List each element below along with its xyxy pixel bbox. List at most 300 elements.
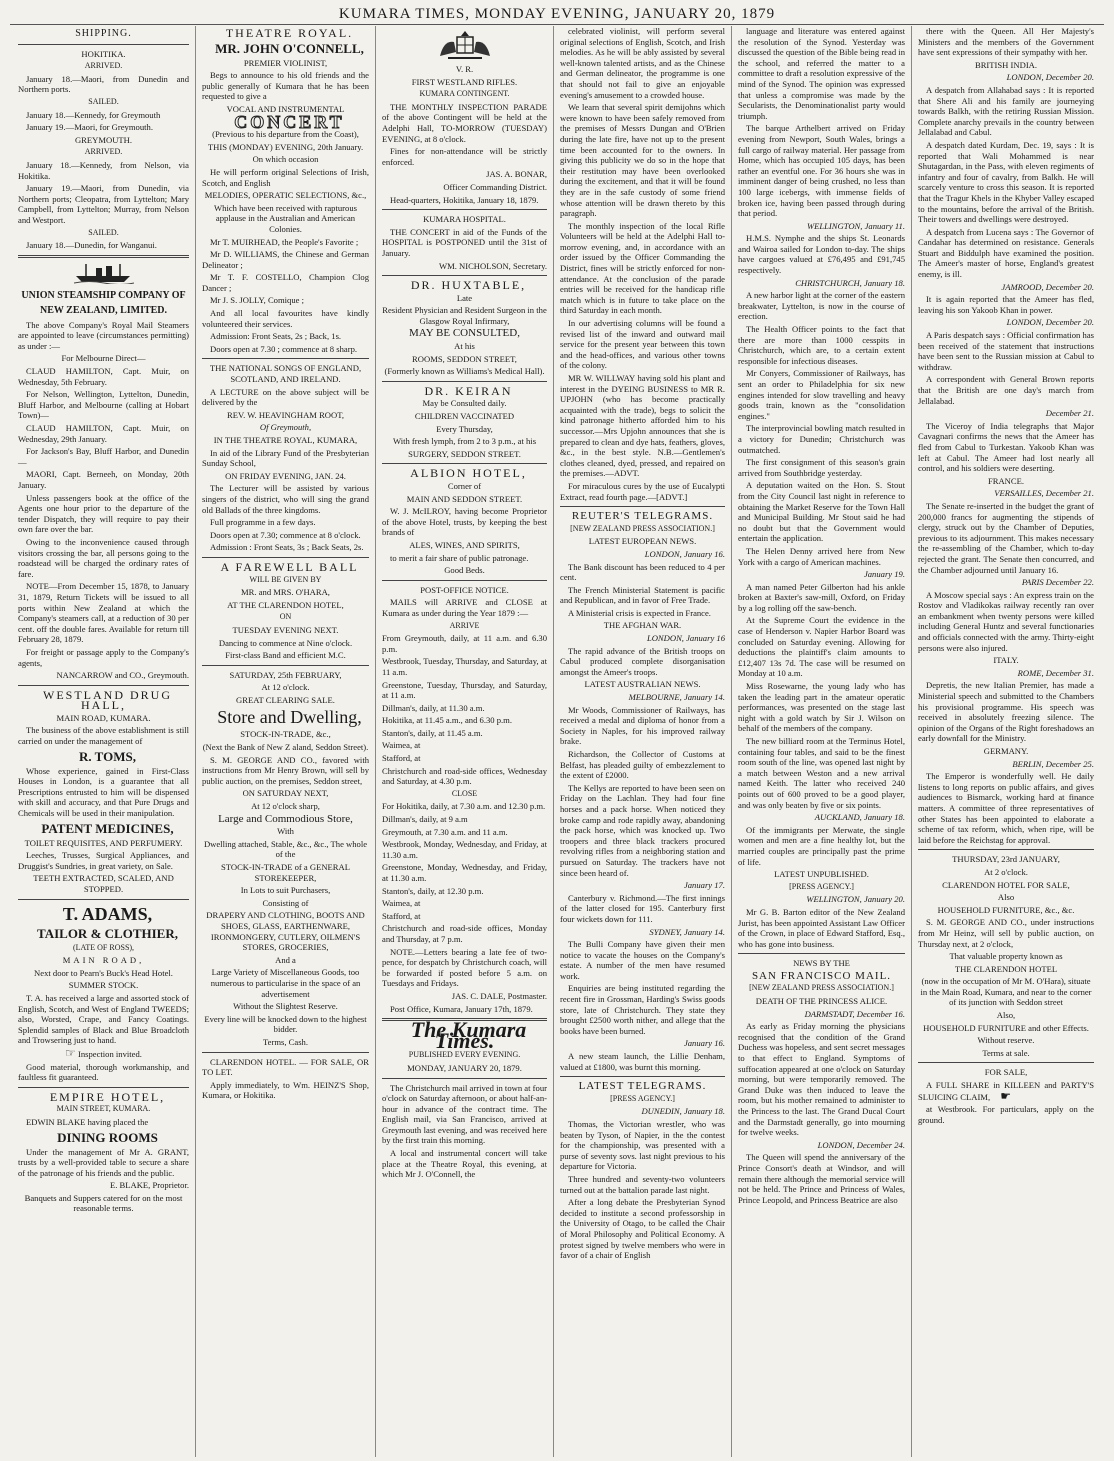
sale-text: HOUSEHOLD FURNITURE and other Effects. (923, 1022, 1089, 1033)
news-paragraph: We learn that several spirit demijohns which were known to have been safely removed from the premises of Messrs Dungan and O'Brien during the late fire, have not up to the present time been accounted for to the owners. In giving this publicity we do so in the hope that their restitution may have been overlooked during the excitement, and that it will be found they are in the safe custody of some friend whose attention will be drawn thereto by this paragraph. (560, 102, 725, 219)
issue-date: MONDAY, JANUARY 20, 1879. (407, 1062, 522, 1073)
dateline: ROME, December 31. (1017, 667, 1094, 678)
dateline: MELBOURNE, January 14. (628, 692, 725, 703)
sale-text: CLARENDON HOTEL FOR SALE, (942, 879, 1070, 890)
australian-heading: LATEST AUSTRALIAN NEWS. (584, 679, 701, 690)
albion-text: W. J. McILROY, having become Proprietor of the above Hotel, trusts, by keeping the best brands of (382, 506, 547, 538)
george-text: S. M. GEORGE AND CO., favored with instructions from Mr Henry Brown, will sell by public auction, on the premises, Seddon street, (202, 754, 369, 786)
stock-text: (Next the Bank of New Z aland, Seddon Street). (202, 742, 369, 753)
divider (18, 899, 189, 900)
good-text: Good material, thorough workmanship, and faultless fit guaranteed. (18, 1061, 189, 1083)
news-paragraph: A man named Peter Gilberton had his ankle broken at Baxter's saw-mill, Oxford, on Friday by a log rolling off the saw-bench. (738, 581, 905, 613)
editorial-text: The Christchurch mail arrived in town at four o'clock on Saturday afternoon, or about half-an-hour in advance of the contract time. The English mail, via San Francisco, arrived at Greymouth last evening, and was received here by the first train this morning. (382, 1082, 548, 1146)
mainroad-text: MAIN ROAD, (62, 955, 145, 966)
close-line: Westbrook, Monday, Wednesday, and Friday, at 11.30 a.m. (382, 839, 547, 860)
france-heading: FRANCE. (987, 475, 1025, 486)
sale-text: THE CLARENDON HOTEL (954, 963, 1058, 974)
farewell-text: Dancing to commence at Nine o'clock. (218, 637, 353, 648)
sale-text: Every line will be knocked down to the highest bidder. (204, 1013, 367, 1035)
columns (12, 26, 1104, 1457)
union-text: CLAUD HAMILTON, Capt. Muir, on Wednesday, 29th January. (18, 423, 189, 444)
germany-heading: GERMANY. (983, 746, 1029, 756)
sf-heading-2: SAN FRANCISCO MAIL. (751, 969, 892, 982)
news-paragraph: Canterbury v. Richmond.—The first innings of the latter closed for 195. Canterbury first four wickets down for 111. (560, 892, 725, 924)
sale-text: Dwelling attached, Stable, &c., &c., The whole of the (203, 838, 368, 860)
news-paragraph: The barque Arthelbert arrived on Friday evening from Newport, South Wales, brings a full cargo of railway material. Her passage from Home, which has occupied 105 days, has been rather an eventful one. For 36 hours she was in imminent danger of being crushed, no less than 100 large icebergs, with immense fields of broken ice, having been passed through during that period. (738, 123, 905, 219)
empire-address: MAIN STREET, KUMARA. (56, 1104, 151, 1114)
farewell-text: First-class Band and efficient M.C. (225, 650, 346, 661)
concert-text: Doors open at 7.30 ; commence at 8 sharp. (210, 343, 358, 354)
huxtable-text: Late (456, 292, 473, 303)
sale-text: Large and Commodious Store, (218, 812, 353, 825)
divider (18, 255, 189, 258)
sale-text: At 12 o'clock sharp, (251, 801, 320, 812)
sale-text: At 2 o'clock. (984, 866, 1028, 877)
dateline: LONDON, January 16 (646, 633, 725, 644)
union-text: For Melbourne Direct— (61, 353, 146, 364)
news-paragraph: there with the Queen. All Her Majesty's Ministers and the members of the Government have sent expressions of their sympathy with her. (918, 26, 1094, 58)
news-paragraph: The Emperor is wonderfully well. He daily listens to long reports on public affairs, and gives audiences to Bismarck, working hard at finance matters. A committee of three representatives of other States has been appointed to elaborate a scheme of tax reform, which, when ripe, will be laid before the Reichstag for approval. (918, 771, 1094, 845)
divider (382, 209, 547, 210)
sale-text: Without the Slightest Reserve. (233, 1001, 338, 1012)
sale-text: And a (275, 954, 296, 965)
paper-title: The Kumara Times. (410, 1017, 527, 1053)
concert-heading: CONCERT (234, 111, 345, 132)
news-paragraph: The new billiard room at the Terminus Hotel, containing four tables, and said to be the finest room south of the line, was opened last night by a match between Weston and a new arrival named Keith. The latter who received 240 points out of 600 proved to be a good player, and was only beaten by five or six points. (738, 736, 905, 810)
shipping-heading: SHIPPING. (75, 28, 132, 39)
union-title: UNION STEAMSHIP COMPANY OF NEW ZEALAND, LIMITED. (21, 289, 186, 316)
empire-text: EDWIN BLAKE having placed the (26, 1116, 149, 1127)
blake-sign: E. BLAKE, Proprietor. (109, 1180, 189, 1191)
sale-text: Large Variety of Miscellaneous Goods, too numerous to particularise in the space of an advertisement (210, 967, 361, 999)
divider (202, 1052, 369, 1053)
clarendon-text: CLARENDON HOTEL. — FOR SALE, OR TO LET. (202, 1056, 369, 1078)
masthead (10, 4, 1104, 25)
column-3 (376, 26, 554, 1457)
dateline: January 16. (683, 1038, 725, 1049)
close-line: Greymouth, at 7.30 a.m. and 11 a.m. (382, 826, 508, 837)
lecture-text: Of Greymouth, (259, 422, 312, 433)
news-paragraph: It is again reported that the Ameer has fled, leaving his son Yakoob Khan in power. (918, 294, 1094, 315)
news-paragraph: The Queen will spend the anniversary of the Prince Consort's death at Windsor, and will remain there although the memorial service will not be held. The Prince and Princess of Wales, Prince Leopold, and Princess Beatrice are also (738, 1152, 905, 1205)
royal-crest-icon (382, 28, 547, 62)
shipping-entry: January 19.—Maori, for Greymouth. (26, 122, 153, 133)
farewell-text: AT THE CLARENDON HOTEL, (227, 599, 344, 610)
rifles-sub: KUMARA CONTINGENT. (419, 89, 510, 99)
farewell-text: ON (279, 612, 292, 622)
vr-text: V. R. (455, 64, 474, 74)
adams-name: T. ADAMS, (62, 903, 153, 924)
union-text: Unless passengers book at the office of the Agents one hour prior to the departure of the tender Dispatch, they will require to pay their own fare over the bar. (18, 492, 189, 535)
concert-text: (Previous to his departure from the Coast), (212, 129, 359, 140)
dateline: LONDON, December 20. (1006, 317, 1094, 328)
sale-text: Terms at sale. (982, 1047, 1030, 1058)
post-date: Post Office, Kumara, January 17th, 1879. (390, 1003, 533, 1014)
news-paragraph: A despatch from Allahabad says : It is reported that Shere Ali and his family are journeying towards Balkh, with the retiring Russian Mission. Complete anarchy prevails in the country between Jellalabad and Cabul. (918, 84, 1094, 138)
sf-heading-1: NEWS BY THE (793, 958, 850, 969)
empire-title: EMPIRE HOTEL, (49, 1089, 166, 1104)
india-heading: BRITISH INDIA. (974, 59, 1038, 70)
hokitika-heading: HOKITIKA. (81, 48, 126, 59)
divider (560, 506, 725, 507)
concert-text: Which have been received with rapturous applause in the Australian and American Colonies. (214, 202, 357, 234)
news-paragraph: Richardson, the Collector of Customs at Belfast, has pleaded guilty of embezzlement to the extent of £2000. (560, 749, 725, 781)
inspection-text (18, 1045, 189, 1060)
masthead-title: KUMARA TIMES, MONDAY EVENING, JANUARY 20, 1879 (338, 6, 776, 22)
hospital-heading: KUMARA HOSPITAL. (423, 214, 506, 225)
concert-text: He will perform original Selections of Irish, Scotch, and English (202, 166, 369, 188)
arrival-line: Dillman's, daily, at 11.30 a.m. (382, 702, 485, 713)
steamship-icon (18, 262, 189, 284)
songs-heading: THE NATIONAL SONGS OF ENGLAND, SCOTLAND, AND IRELAND. (209, 363, 362, 385)
sale-text: HOUSEHOLD FURNITURE, &c., &c. (937, 904, 1075, 915)
column-6 (912, 26, 1100, 1457)
divider (382, 1078, 547, 1079)
post-heading: POST-OFFICE NOTICE. (420, 584, 509, 595)
news-paragraph: A new harbor light at the corner of the eastern breakwater, Lyttelton, is now in the course of erection. (738, 290, 905, 322)
news-paragraph: The Bank discount has been reduced to 4 per cent. (560, 561, 725, 583)
sale-text: (now in the occupation of Mr M. O'Hara), situate in the Main Road, Kumara, and near to the corner of its junction with Seddon street (920, 976, 1092, 1008)
arrival-line: Greenstone, Tuesday, Thursday, and Saturday, at 11 a.m. (382, 679, 547, 701)
news-paragraph: MR W. WILLWAY having sold his plant and interest in the DYEING BUSINESS to MR R. UPJOHN (who has become practically acquainted with the trade), begs to solicit the kind patronage hitherto afforded him to his successor.—Mrs Upjohn announces that she is prepared to clean and dye hats, feathers, gloves, &c., in the best style. N.B.—Gentlemen's clothes cleaned, dyed, pressed, and repaired on the premises.—ADVT. (560, 373, 725, 479)
sale-text: STOCK-IN-TRADE of a GENERAL STOREKEEPER, (221, 862, 350, 883)
arrived-label: ARRIVED. (84, 147, 123, 157)
news-paragraph: The Senate re-inserted in the budget the grant of 200,000 francs for augmenting the stipends of clergy, struck out by the Chamber of Deputies, previous to its adjournment. This makes necessary the re-assembling of the Chamber, which to-day rejected the grant. The Senate then concurred, and the Chamber adjourned until January 16. (918, 500, 1094, 575)
patent-heading: PATENT MEDICINES, (41, 820, 174, 836)
rtoms-name: R. TOMS, (79, 748, 136, 764)
union-text: NOTE—From December 15, 1878, to January 31, 1879, Return Tickets will be issued to all ports within New Zealand at which the Company's steamers call, at a reduction of 30 per cent. off the double fares. Available for return till February 28, 1879. (18, 581, 189, 645)
close-line: Stafford, at (382, 910, 421, 921)
concert-text: MELODIES, OPERATIC SELECTIONS, &c., (204, 190, 367, 201)
dateline: SYDNEY, January 14. (649, 926, 725, 937)
keiran-title: DR. KEIRAN (424, 383, 513, 398)
sale-text: THURSDAY, 23rd JANUARY, (952, 854, 1060, 865)
dateline: PARIS December 22. (1021, 577, 1094, 588)
shipping-entry: January 18.—Kennedy, from Nelson, via Hokitika. (18, 159, 189, 181)
albion-text: Good Beds. (444, 565, 485, 576)
news-paragraph: Mr Conyers, Commissioner of Railways, has sent an order to Philadelphia for six new engines intended for slow travelling and heavy goods train, known as the "consolidation engines." (738, 368, 905, 421)
union-text: For Nelson, Wellington, Lyttelton, Dunedin, Bluff Harbor, and Melbourne (calling at Hobart Town)— (18, 389, 189, 421)
farewell-title: A FAREWELL BALL (220, 559, 359, 574)
union-text: For freight or passage apply to the Company's agents, (18, 646, 189, 668)
divider (382, 463, 547, 464)
news-paragraph: After a long debate the Presbyterian Synod decided to institute a second professorship in the University of Otago, to be called the Chair of Moral Philosophy and Political Economy. A protest signed by twelve members who were in favor of a chair of English (560, 1197, 725, 1261)
union-text: The above Company's Royal Mail Steamers are appointed to leave (circumstances permitting) as under :— (18, 319, 189, 351)
news-paragraph: A Moscow special says : An express train on the Rostov and Vladikokas railway recently ran over an embankment when twenty persons were killed including General Huntz and several functionaries and officials connected with the army. Thirty-eight persons were also injured. (918, 589, 1094, 653)
press-label: [PRESS AGENCY.] (789, 881, 854, 891)
news-paragraph: A correspondent with General Brown reports that the British are one day's march from Jellalabad. (918, 374, 1094, 406)
farewell-text: WILL BE GIVEN BY (249, 574, 322, 584)
telegrams-heading: LATEST TELEGRAMS. (578, 1080, 707, 1093)
editorial-text: A local and instrumental concert will take place at the Theatre Royal, this evening, at which Mr J. O'Connell, the (382, 1148, 547, 1180)
sale-text: Terms, Cash. (263, 1036, 308, 1047)
close-line: Christchurch and road-side offices, Monday and Thursday, at 7 p.m. (382, 923, 547, 944)
news-paragraph: A despatch dated Kurdam, Dec. 19, says : It is reported that Wali Mohammed is near Shutagardan, in the Pass, with eleven regiments of infantry and four of cavalry, from Balkh. He will scarcely venture to cross this season. It is reported that the Tragur Khels in the Khyber Valley escaped to the mountains, before the arrival of the British. Their towers and dwellings were destroyed. (918, 139, 1094, 225)
concert-text: Begs to announce to his old friends and the public generally of Kumara that he has been requested to give a (202, 70, 369, 102)
dateline: DARMSTADT, December 16. (804, 1008, 905, 1019)
news-paragraph: The rapid advance of the British troops on Cabul produced complete disorganisation amongst the Ameer's troops. (560, 645, 725, 677)
news-paragraph: The Helen Denny arrived here from New York with a cargo of American machines. (738, 545, 905, 567)
divider (918, 1062, 1094, 1063)
dateline: January 19. (863, 569, 905, 580)
sale-text: ON SATURDAY NEXT, (242, 788, 329, 799)
shipping-entry: January 18.—Dunedin, for Wanganui. (26, 240, 157, 251)
huxtable-text: Resident Physician and Resident Surgeon in the Glasgow Royal Infirmary, (382, 305, 547, 326)
arrival-line: Waimea, at (382, 740, 421, 751)
dining-heading: DINING ROOMS (57, 1129, 158, 1145)
share-text (918, 1080, 1094, 1102)
news-paragraph: Of the immigrants per Merwate, the single women and men are a fine healthy lot, but the married couples are principally past the prime of life. (738, 824, 905, 867)
clearing-heading: GREAT CLEARING SALE. (236, 694, 335, 705)
dateline: BERLIN, December 25. (1012, 758, 1094, 769)
news-paragraph: A Ministerial crisis is expected in France. (568, 607, 711, 618)
dateline: WELLINGTON, January 20. (806, 894, 905, 905)
westland-text: The business of the above establishment is still carried on under the management of (18, 725, 189, 747)
sale-date: SATURDAY, 25th FEBRUARY, (229, 669, 342, 680)
shipping-entry: January 19.—Maori, from Dunedin, via Northern ports; Cleopatra, from Lyttelton; Mary Campbell, from Lyttelton; Murray, from Nelson and Westport. (18, 183, 189, 225)
arrival-line: Stafford, at (382, 753, 421, 764)
lecture-text: Doors open at 7.30; commence at 8 o'clock. (210, 529, 361, 540)
huxtable-text: (Formerly known as Williams's Medical Hall). (384, 366, 545, 377)
keiran-text: With fresh lymph, from 2 to 3 p.m., at his (392, 436, 537, 447)
divider (202, 665, 369, 666)
union-text: Owing to the inconvenience caused through visitors crossing the bar, all persons going to the roadstead will be charged the ordinary rates of fare. (18, 536, 189, 579)
unpublished-heading: LATEST UNPUBLISHED. (774, 869, 869, 880)
sale-text: Also (997, 892, 1015, 903)
share-label: A FULL SHARE in KILLEEN and PARTY'S SLUICING CLAIM, (918, 1080, 1094, 1102)
pointing-hand-icon: ☛ (1000, 1088, 1012, 1103)
keiran-text: May be Consulted daily. (422, 398, 507, 409)
rifles-text: Fines for non-attendance will be strictly enforced. (382, 146, 547, 167)
teeth-text: TEETH EXTRACTED, SCALED, AND STOPPED. (33, 873, 174, 894)
oconnell-name: MR. JOHN O'CONNELL, (215, 40, 364, 56)
european-heading: LATEST EUROPEAN NEWS. (588, 536, 697, 547)
lecture-text: IN THE THEATRE ROYAL, KUMARA, (213, 435, 358, 445)
news-paragraph: In our advertising columns will be found a revised list of the inward and outward mail service for the present year between this town and the head-offices, and various other towns of the colony. (560, 318, 725, 371)
close-line: Stanton's, daily, at 12.30 p.m. (382, 885, 484, 896)
news-paragraph: Mr G. B. Barton editor of the New Zealand Jurist, has been appointed Assistant Law Officer of the Crown, in place of Edward Stafford, Esq., who has gone into business. (738, 906, 905, 949)
huxtable-title: DR. HUXTABLE, (410, 278, 527, 293)
post-note: NOTE.—Letters bearing a late fee of two-pence, for despatch by Christchurch coach, will be forwarded if posted before 5 a.m. on Tuesdays and Fridays. (382, 946, 547, 989)
arrival-line: From Greymouth, daily, at 11 a.m. and 6.30 p.m. (382, 633, 547, 654)
dateline: DUNEDIN, January 18. (641, 1106, 725, 1117)
albion-text: ALES, WINES, AND SPIRITS, (409, 539, 520, 550)
dateline: LONDON, December 24. (817, 1139, 905, 1150)
news-paragraph: Three hundred and seventy-two volunteers turned out at the battalion parade last night. (560, 1173, 725, 1195)
union-text: CLAUD HAMILTON, Capt. Muir, on Wednesday, 5th February. (18, 366, 189, 387)
huxtable-text: MAY BE CONSULTED, (409, 327, 520, 340)
dining-text: Under the management of Mr A. GRANT, trusts by a well-provided table to secure a share of the patronage of his friends and the public. (18, 1146, 189, 1178)
inspection-label: Inspection invited. (77, 1048, 142, 1059)
concert-text: Mr T. MUIRHEAD, the People's Favorite ; (210, 236, 359, 247)
patent-sub: TOILET REQUISITES, AND PERFUMERY. (24, 837, 183, 848)
news-paragraph: A despatch from Lucena says : The Governor of Candahar has determined on resistance. Generals Stuart and Biddulph have examined the position. The Ameer's master of horse, England's greatest enemy, is ill. (918, 226, 1094, 280)
rifles-heading: FIRST WESTLAND RIFLES. (411, 76, 518, 87)
news-paragraph: Miss Rosewarne, the young lady who has taken the leading part in the amateur operatic performances, was presented on the stage last night with a gold watch by Sir J. Wilson on behalf of the members of the company. (738, 681, 905, 734)
dateline: VERSAILLES, December 21. (994, 488, 1094, 499)
divider (18, 1087, 189, 1088)
lecture-text: Full programme in a few days. (210, 517, 316, 528)
death-heading: DEATH OF THE PRINCESS ALICE. (755, 996, 888, 1007)
close-line: Greenstone, Monday, Wednesday, and Friday, at 11.30 a.m. (382, 862, 547, 883)
vocal-text: VOCAL AND INSTRUMENTAL (226, 103, 345, 114)
arrived-label: ARRIVED. (84, 61, 123, 71)
farewell-text: MR. and MRS. O'HARA, (241, 587, 330, 598)
patent-text: Leeches, Trusses, Surgical Appliances, and Druggist's Sundries, in great variety, on Sale. (18, 850, 189, 871)
dateline: JAMROOD, December 20. (1001, 281, 1094, 292)
rifles-text: Officer Commanding District. (443, 181, 547, 192)
news-paragraph: celebrated violinist, will perform several original selections of English, Scotch, and Irish melodies. As he will be ably assisted by several well-known talented artists, and as the Chinese and German delineator, the programme is one that should not fail to give an enjoyable evening's amusement to a crowded house. (560, 26, 725, 100)
keiran-text: Every Thursday, (436, 423, 493, 434)
concert-text: Mr T. F. COSTELLO, Champion Clog Dancer ; (202, 272, 369, 293)
lecture-text: Admission : Front Seats, 3s ; Back Seats, 2s. (210, 542, 364, 553)
italy-heading: ITALY. (993, 655, 1019, 666)
news-paragraph: The Kellys are reported to have been seen on Friday on the Lachlan. They had four fine horses and a pack horse. When noticed they broke camp and rode rapidly away, abandoning the pack horse, which was knocked up. Two troopers and three black trackers procured revolving rifles from a neighboring station and pursued on Saturday. The trackers have not since been heard of. (560, 782, 725, 878)
divider (18, 685, 189, 686)
lecture-text: A LECTURE on the above subject will be delivered by the (202, 386, 369, 408)
albion-text: MAIN AND SEDDON STREET. (406, 493, 523, 504)
divider (560, 1076, 725, 1077)
albion-text: Corner of (447, 481, 482, 491)
news-paragraph: Mr Woods, Commissioner of Railways, has received a medal and diploma of honor from a Society in Naples, for his improved railway brake. (560, 704, 725, 747)
nzpa-label: [NEW ZEALAND PRESS ASSOCIATION.] (749, 983, 894, 993)
dateline: December 21. (1045, 408, 1094, 419)
rifles-text: JAS. A. BONAR, (486, 169, 547, 180)
tailor-title: TAILOR & CLOTHIER, (37, 925, 178, 941)
dateline: AUCKLAND, January 18. (814, 812, 905, 823)
shipping-entry: January 18.—Maori, from Dunedin and Northern ports. (18, 73, 189, 95)
news-paragraph: language and literature was entered against the resolution of the Synod. Yesterday was discussed the question of the Bible being read in the school, and referred the matter to a committee to draft a resolution expressive of the mind of the Synod. The opinion was expressed that unless a compromise was made by the Secularists, the Denominationalist party would triumph. (738, 26, 905, 121)
greymouth-heading: GREYMOUTH. (74, 134, 133, 145)
news-paragraph: A Paris despatch says : Official confirmation has been received of the statement that instructions have been sent to the Russian mission at Cabul to withdraw. (918, 330, 1094, 372)
divider (918, 849, 1094, 850)
sale-text: DRAPERY AND CLOTHING, BOOTS AND SHOES, GLASS, EARTHENWARE, IRONMONGERY, CUTLERY, OILMEN'S STORES, GROCERIES, (206, 910, 365, 953)
arrival-line: Westbrook, Tuesday, Thursday, and Saturday, at 11 a.m. (382, 656, 547, 677)
clarendon-text: Apply immediately, to Wm. HEINZ'S Shop, Kumara, or Hokitika. (202, 1079, 369, 1101)
arrive-label: ARRIVE (449, 620, 480, 630)
news-paragraph: As early as Friday morning the physicians recognised that the condition of the Grand Duchess was hopeless, and sent secret messages to that effect to England. Symptoms of suffocation appeared at one o'clock on Saturday morning, but were temporarily removed. The Grand Duke was then induced to leave the room, but his mother remained to administer to the Princess to the last. The Grand Ducal Court and the Darmstadt generally, go into mourning for twelve weeks. (738, 1021, 905, 1138)
concert-text: And all local favourites have kindly volunteered their services. (202, 308, 369, 329)
sale-text: Without reserve. (977, 1035, 1035, 1046)
nextdoor-text: Next door to Pearn's Buck's Head Hotel. (34, 967, 173, 978)
news-paragraph: The interprovincial bowling match resulted in a victory for Dunedin; Christchurch was outmatched. (738, 423, 905, 455)
lecture-text: ON FRIDAY EVENING, JAN. 24. (225, 470, 346, 481)
banquets-text: Banquets and Suppers catered for on the most reasonable terms. (24, 1192, 183, 1214)
premier-text: PREMIER VIOLINIST, (243, 57, 328, 68)
summer-heading: SUMMER STOCK. (68, 980, 139, 991)
column-5 (732, 26, 912, 1457)
concert-text: On which occasion (252, 154, 319, 165)
news-paragraph: A new steam launch, the Lillie Denham, valued at £1800, was burnt this morning. (560, 1051, 725, 1072)
theatre-title: THEATRE ROYAL. (225, 26, 354, 40)
news-paragraph: The Health Officer points to the fact that there are more than 1000 cesspits in Christchurch, which are, to a certain extent responsible for infectious diseases. (738, 324, 905, 366)
hospital-text: THE CONCERT in aid of the Funds of the HOSPITAL is POSTPONED until the 31st of January. (382, 226, 547, 258)
post-text: MAILS will ARRIVE and CLOSE at Kumara as under during the Year 1879 :— (382, 597, 547, 618)
news-paragraph: Thomas, the Victorian wrestler, who was beaten by Tyson, of Napier, in the the contest for the championship, was presented with a purse of seventy sovs. last night previous to his departure for Victoria. (560, 1119, 725, 1172)
union-text: MAORI, Capt. Berneeh, on Monday, 20th January. (18, 469, 189, 490)
sale-text: In Lots to suit Purchasers, (240, 885, 331, 896)
news-paragraph: Depretis, the new Italian Premier, has made a Ministerial speech and submitted to the Chambers his provisional programme. His speech was received in absolutely freezing silence. The opinion of the Organs of the Right foreshadows an early downfall for the Ministry. (918, 680, 1094, 744)
union-text: For Jackson's Bay, Bluff Harbor, and Dunedin— (18, 446, 189, 467)
sale-text: Consisting of (262, 897, 309, 908)
pointing-hand-icon: ☞ (65, 1045, 76, 1060)
huxtable-text: At his (454, 341, 475, 352)
arrival-line: Stanton's, daily, at 11.45 a.m. (382, 727, 483, 738)
nzpa-label: [NEW ZEALAND PRESS ASSOCIATION.] (570, 523, 715, 533)
sailed-label: SAILED. (88, 227, 119, 237)
sale-time: At 12 o'clock. (261, 682, 310, 693)
news-paragraph: The monthly inspection of the local Rifle Volunteers will be held at the Adelphi Hall to-morrow evening, and, in accordance with an order issued by the Officer Commanding the District, fines will be strictly enforced for non-attendance. At the conclusion of the parade entries will be received for the handicap rifle match which is in future to take place on the third Saturday in each month. (560, 220, 725, 316)
late-text: (LATE OF ROSS), (72, 942, 135, 952)
westland-address: MAIN ROAD, KUMARA. (56, 712, 151, 723)
westland-title: WESTLAND DRUG HALL, (43, 687, 172, 713)
close-line: Dillman's, daily, at 9 a.m (382, 814, 468, 825)
concert-text: THIS (MONDAY) EVENING, 20th January. (207, 141, 364, 152)
close-label: CLOSE (451, 788, 478, 798)
sale-text: S. M. GEORGE AND CO., under instructions from Mr Heinz, will sell by public auction, on Thursday next, at 2 o'clock, (918, 917, 1094, 949)
hospital-text: WM. NICHOLSON, Secretary. (438, 260, 547, 271)
divider (382, 381, 547, 382)
dateline: LONDON, December 20. (1006, 72, 1094, 83)
divider (382, 275, 547, 276)
shipping-entry: January 18.—Kennedy, for Greymouth (26, 109, 161, 120)
rtoms-text: Whose experience, gained in First-Class Houses in London, is a guarantee that all Prescriptions entrusted to him will be dispensed with skill and accuracy, and that Pure Drugs and Chemicals will be used in their manipulation. (18, 765, 189, 819)
divider (738, 953, 905, 954)
news-paragraph: A deputation waited on the Hon. S. Stout from the City Council last night in reference to obtaining the Market Reserve for the Town Hall and Municipal Building. Mr Stout said he had no doubt but that the Government would entertain the application. (738, 480, 905, 544)
news-paragraph: The Viceroy of India telegraphs that Major Cavagnari confirms the news that the Ameer has fled from Cabul to Turkestan. Yakoob Khan was left at Cabul. The Ameer had lost nearly all control, and his soldiers were deserting. (918, 420, 1094, 474)
huxtable-text: ROOMS, SEDDON STREET, (412, 353, 517, 364)
news-paragraph: The French Ministerial Statement is pacific and Republican, and in favor of Free Trade. (560, 584, 725, 606)
column-1 (12, 26, 196, 1457)
sailed-label: SAILED. (88, 96, 119, 106)
post-sign: JAS. C. DALE, Postmaster. (451, 990, 547, 1001)
store-heading: Store and Dwelling, (217, 707, 362, 728)
column-2 (196, 26, 376, 1457)
news-paragraph: H.M.S. Nymphe and the ships St. Leonards and Wairoa sailed for London to-day. The ships have cargoes valued at £76,495 and £91,745 respectively. (738, 233, 905, 276)
reuters-heading: REUTER'S TELEGRAMS. (571, 510, 714, 523)
news-paragraph: Enquiries are being instituted regarding the recent fire in Grossman, Harding's Swiss goods store, late of Christchurch. They state they brought £2500 worth nither, and allege that the books have been burned. (560, 983, 725, 1036)
divider (382, 580, 547, 581)
lecture-text: The Lecturer will be assisted by various singers of the district, who will sing the grand old Ballads of the three kingdoms. (202, 483, 369, 515)
divider (202, 557, 369, 558)
concert-text: Mr D. WILLIAMS, the Chinese and German Delineator ; (202, 249, 369, 270)
concert-text: Mr J. S. JOLLY, Comique ; (210, 295, 304, 306)
column-4 (554, 26, 732, 1457)
close-line: Waimea, at (382, 898, 421, 909)
news-paragraph: At the Supreme Court the evidence in the case of Henderson v. Napier Harbor Board was concluded on Saturday evening. Allowing for deductions the plaintiff's claim amounts to £12,407 13s 7d. The case will be resumed on Monday at 10 a.m. (738, 615, 905, 679)
concert-text: Admission: Front Seats, 2s ; Back, 1s. (210, 331, 342, 342)
arrival-line: Hokitika, at 11.45 a.m., and 6.30 p.m. (382, 715, 513, 726)
news-paragraph: The Bulli Company have given their men notice to vacate the houses on the Company's estate. A number of the men have resumed work. (560, 939, 725, 981)
stock-text: STOCK-IN-TRADE, &c., (240, 729, 331, 740)
news-paragraph: The first consignment of this season's grain arrived from Southbridge yesterday. (738, 457, 905, 478)
sale-text: With (277, 826, 294, 837)
news-paragraph: For miraculous cures by the use of Eucalypti Extract, read fourth page.—[ADVT.] (560, 480, 725, 502)
divider (202, 358, 369, 359)
farewell-text: TUESDAY EVENING NEXT. (232, 624, 339, 635)
dateline: January 17. (683, 880, 725, 891)
divider (18, 44, 189, 45)
afghan-heading: THE AFGHAN WAR. (603, 620, 682, 631)
forsale-heading: FOR SALE, (984, 1067, 1028, 1078)
summer-text: T. A. has received a large and assorted stock of English, Scotch, and West of England TWEEDS; also, Worsted, Crape, and Fancy Coatings. Splendid samples of Black and Blue Broadcloth and Trowsering just to hand. (18, 992, 189, 1046)
press-label: [PRESS AGENCY.] (610, 1093, 675, 1103)
published-text: PUBLISHED EVERY EVENING. (408, 1050, 521, 1060)
close-line: For Hokitika, daily, at 7.30 a.m. and 12.30 p.m. (382, 801, 546, 812)
albion-text: to merit a fair share of public patronage. (390, 552, 529, 563)
albion-title: ALBION HOTEL, (410, 466, 527, 481)
keiran-text: CHILDREN VACCINATED (414, 411, 515, 422)
